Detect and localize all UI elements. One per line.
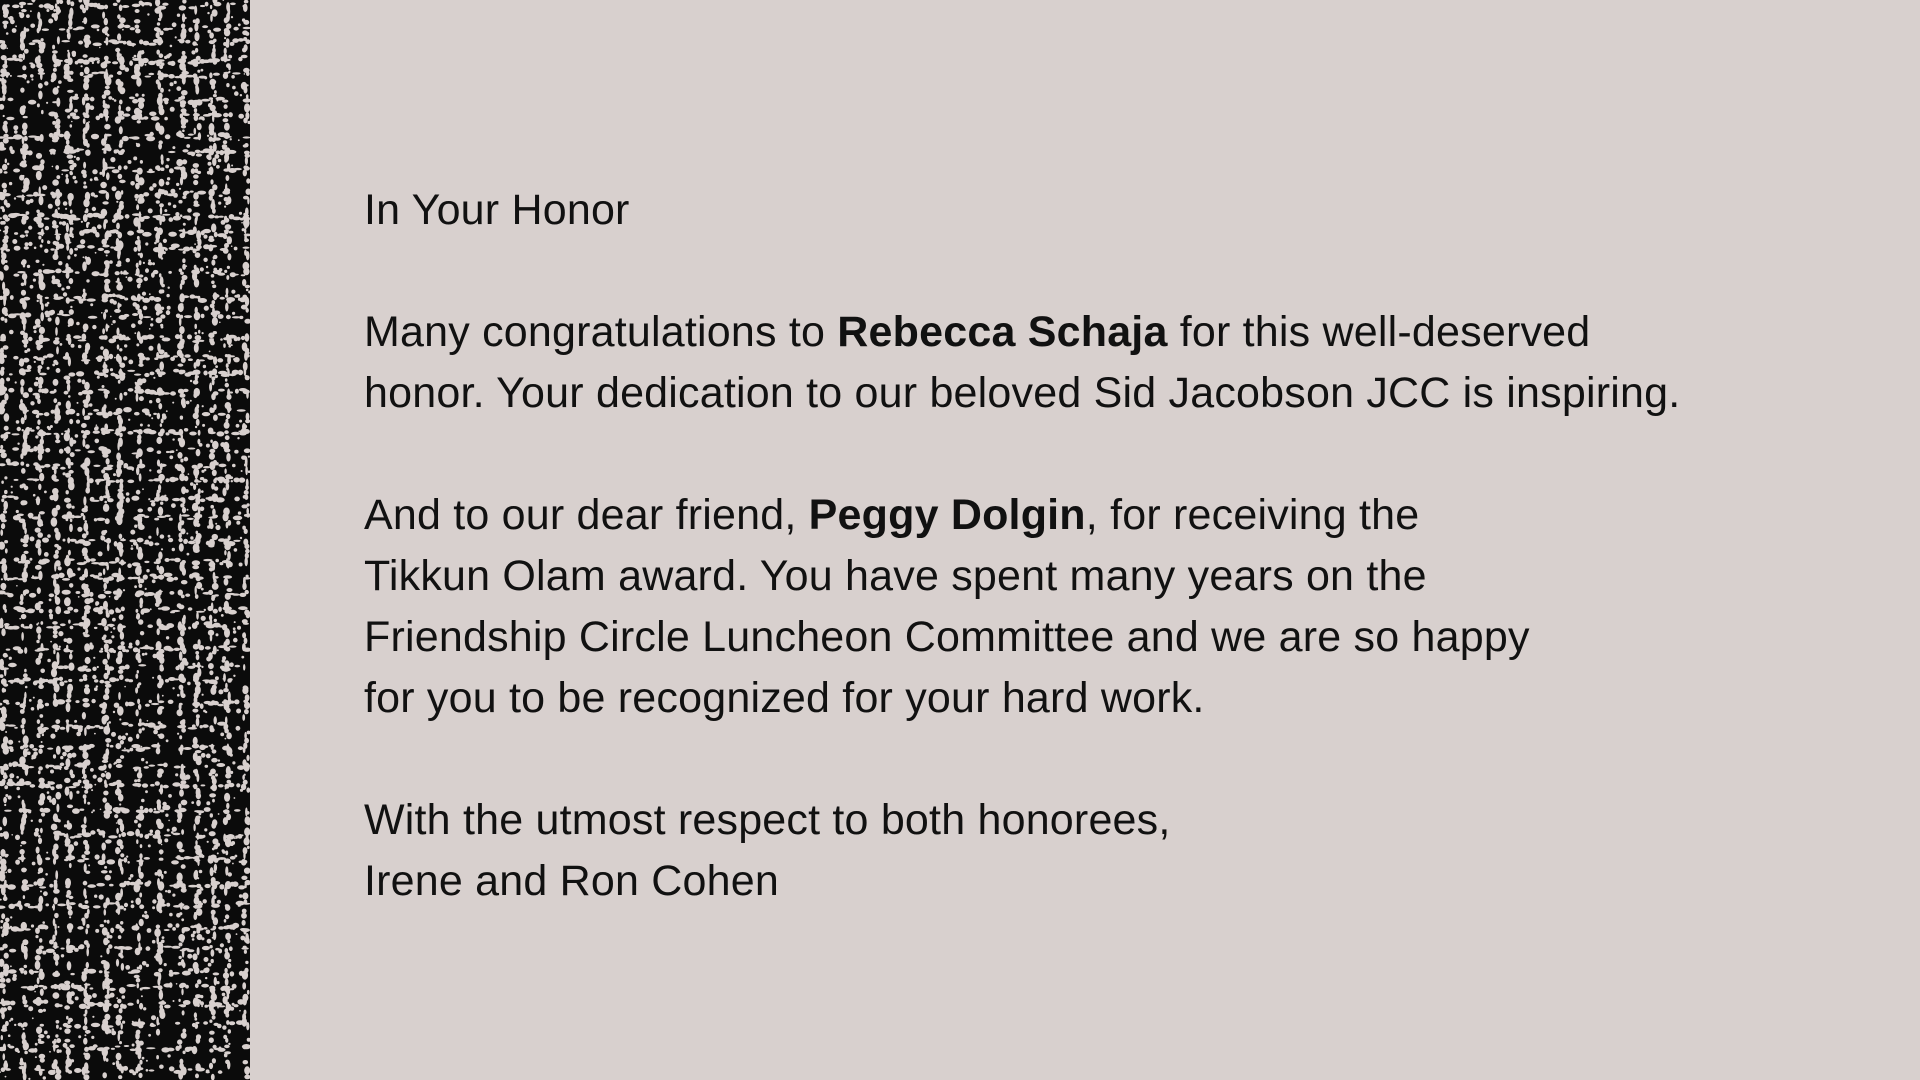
paragraph1-line1-start: Many congratulations to bbox=[364, 308, 838, 356]
paragraph2-line1-start: And to our dear friend, bbox=[364, 491, 809, 539]
honoree-name-rebecca: Rebecca Schaja bbox=[837, 308, 1168, 356]
paragraph2-line2: Tikkun Olam award. You have spent many years on the bbox=[364, 552, 1427, 600]
letter-heading bbox=[364, 180, 1844, 241]
tweed-pattern-graphic bbox=[0, 0, 250, 1080]
paragraph2-line1 bbox=[364, 485, 1844, 546]
closing-block bbox=[364, 790, 1844, 912]
paragraph1-line1-end: for this well-deserved bbox=[1167, 308, 1591, 356]
honoree-name-peggy: Peggy Dolgin bbox=[808, 491, 1086, 539]
tribute-letter bbox=[364, 180, 1844, 912]
closing-line: With the utmost respect to both honorees, bbox=[364, 796, 1171, 844]
signature: Irene and Ron Cohen bbox=[364, 857, 779, 905]
paragraph2-line1-end: , for receiving the bbox=[1085, 491, 1420, 539]
heading-text: In Your Honor bbox=[364, 186, 630, 234]
tikkun-olam-paragraph bbox=[364, 485, 1844, 729]
paragraph1-line2: honor. Your dedication to our beloved Sid Jacobson JCC is inspiring. bbox=[364, 369, 1681, 417]
paragraph2-line4: for you to be recognized for your hard work. bbox=[364, 674, 1205, 722]
paragraph2-line3: Friendship Circle Luncheon Committee and we are so happy bbox=[364, 613, 1530, 661]
paragraph1-line1 bbox=[364, 302, 1844, 363]
congratulations-paragraph bbox=[364, 302, 1844, 424]
decorative-tweed-texture bbox=[0, 0, 250, 1080]
